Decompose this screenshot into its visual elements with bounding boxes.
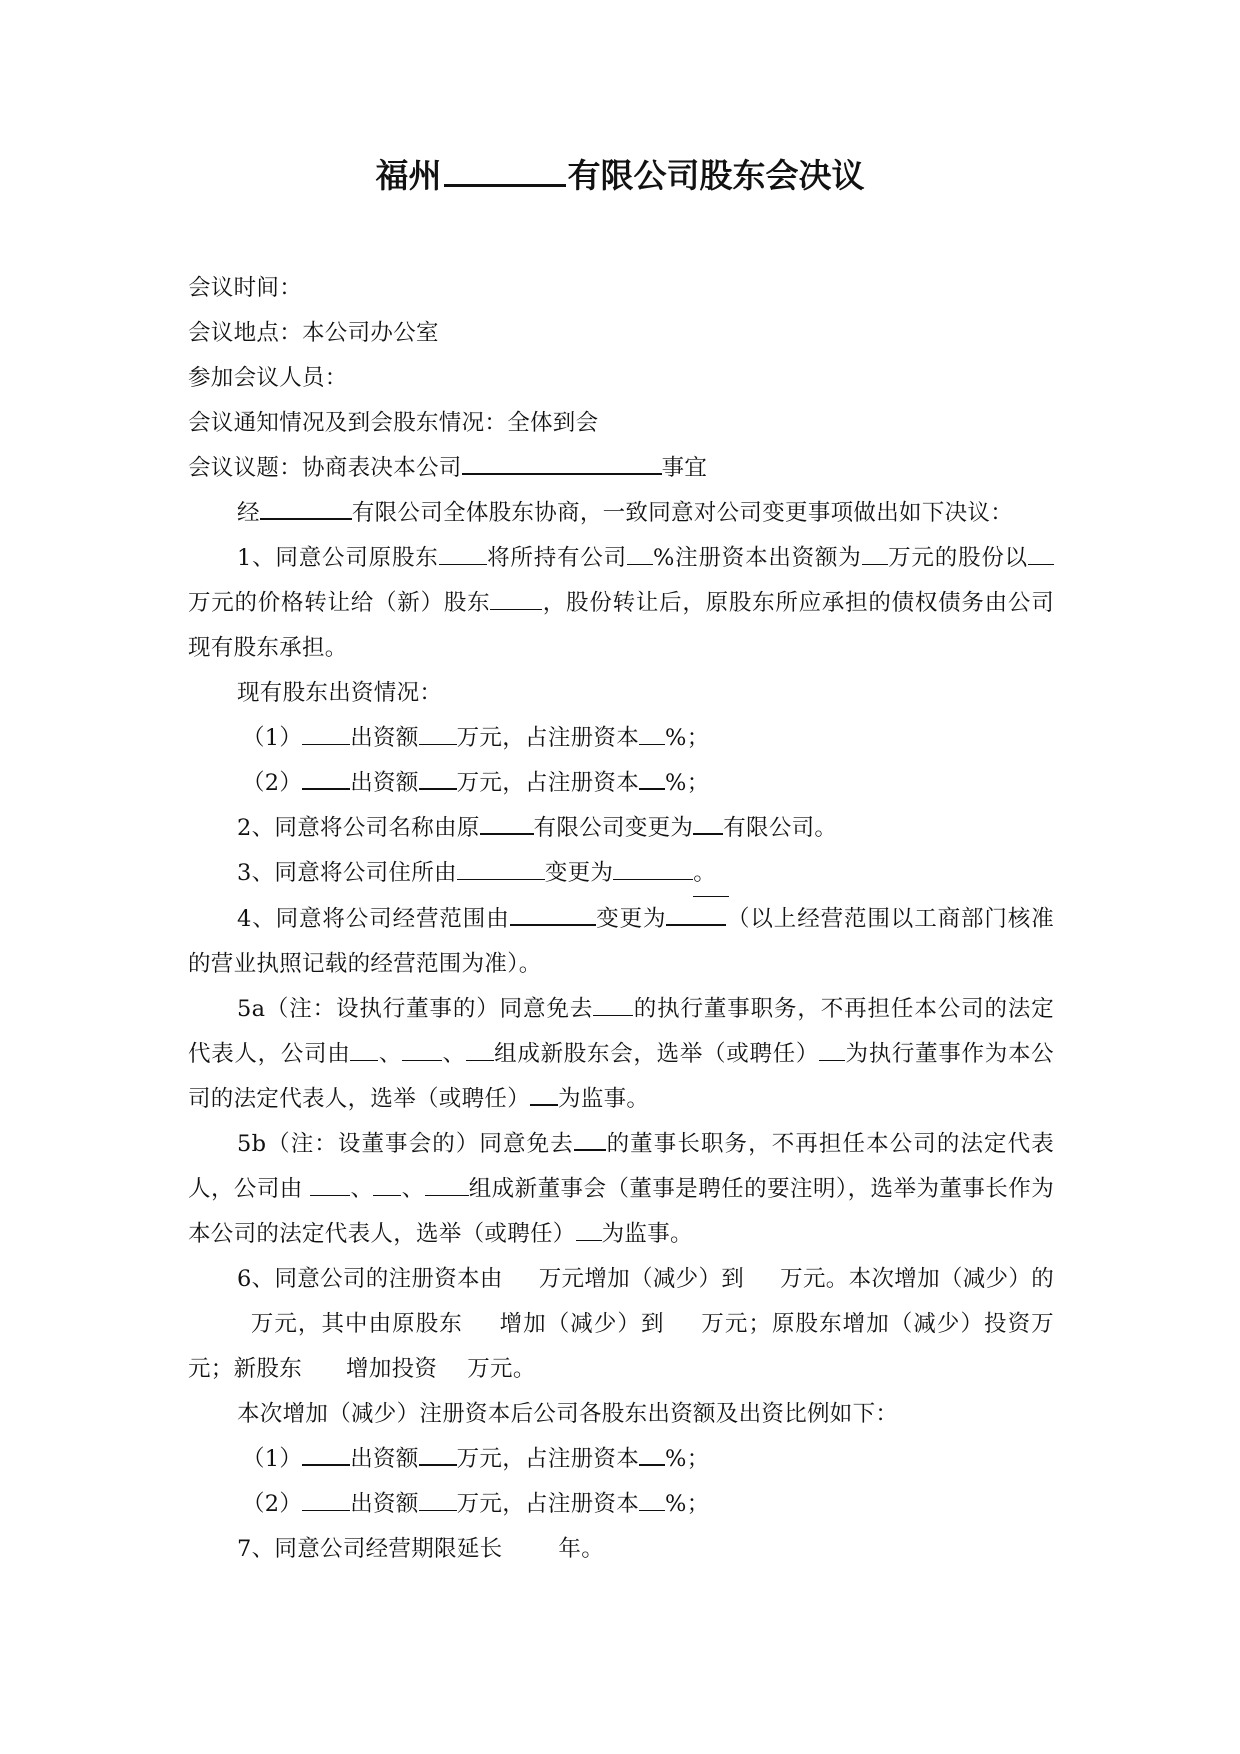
item-6 (188, 1257, 1054, 1392)
intro-b: 有限公司全体股东协商，一致同意对公司变更事项做出如下决议： (351, 500, 1014, 526)
intro-blank (260, 494, 352, 520)
topic-prefix: 会议议题：协商表决本公司 (188, 455, 462, 481)
item5b-blank-3 (373, 1171, 401, 1196)
item1-blank-2 (627, 540, 653, 565)
item1-blank-1 (439, 540, 487, 565)
holder-2-amount-blank (419, 764, 457, 790)
topic-blank (462, 449, 662, 475)
new-holder-1-label: （1） (242, 1446, 303, 1472)
meeting-topic (188, 446, 1054, 491)
item5b-a: 5b（注：设董事会的）同意免去 (237, 1131, 574, 1157)
item5a-blank-3 (402, 1036, 442, 1061)
company-name-blank (444, 148, 566, 187)
item5a-blank-1 (593, 991, 633, 1016)
item-1 (188, 536, 1054, 671)
item4-blank-2 (666, 900, 726, 926)
item3-blank-2 (613, 855, 693, 880)
item1-e: 万元的价格转让给（新）股东 (188, 590, 491, 616)
new-holder-2-label: （2） (242, 1491, 303, 1517)
item1-a: 1、同意公司原股东 (237, 545, 439, 571)
new-holder-1-wan: 万元，占注册资本 (456, 1446, 640, 1472)
item4-a: 4、同意将公司经营范围由 (237, 906, 510, 932)
item6-c: 万元。本次增加（减少）的 (780, 1266, 1054, 1292)
holder-2-name-blank (302, 764, 350, 790)
holder-1-wan: 万元，占注册资本 (456, 725, 640, 751)
meeting-place: 会议地点：本公司办公室 (188, 320, 439, 346)
document-title (0, 148, 1240, 200)
holder-2-pct-blank (639, 764, 665, 790)
new-holder-2-wan: 万元，占注册资本 (456, 1491, 640, 1517)
item5b-b: 的董事长职务，不再担任本公司的法定代表人，公司由 (188, 1131, 1055, 1202)
new-holder-1-pct: %； (665, 1446, 710, 1472)
holder-1-amount-blank (419, 720, 457, 745)
title-prefix: 福州 (375, 156, 442, 195)
item5b-blank-5 (576, 1216, 602, 1241)
item3-c: 。 (693, 851, 729, 897)
meeting-attendees: 参加会议人员： (188, 365, 348, 391)
new-holder-1-contrib: 出资额 (350, 1446, 419, 1472)
item5a-b: 的执行董事职务，不再担任本公司的法定代表人，公司由 (188, 996, 1055, 1067)
item5a-blank-2 (350, 1036, 378, 1061)
item5a-c: 组成新股东会，选举（或聘任） (493, 1041, 820, 1067)
item7-a: 7、同意公司经营期限延长 (237, 1536, 503, 1562)
holder-line-1 (188, 716, 1054, 761)
new-holder-2-contrib: 出资额 (350, 1491, 419, 1517)
item1-b: 将所持有公司 (486, 545, 627, 571)
item5a-blank-4 (466, 1036, 494, 1061)
item5b-blank-1 (574, 1125, 606, 1151)
item5a-sep1: 、 (378, 1041, 403, 1067)
item1-f: ，股份转让后，原股东所应承担的债权债务由公司现有股东承担。 (188, 590, 1054, 661)
item1-blank-4 (1028, 540, 1054, 565)
new-holder-1-amount-blank (419, 1440, 457, 1466)
item-2 (188, 806, 1054, 851)
new-holder-line-2 (188, 1482, 1054, 1527)
item5b-d: 为监事。 (601, 1221, 693, 1247)
holder-line-2 (188, 761, 1054, 806)
item2-blank-1 (480, 809, 534, 835)
holder-2-pct: %； (665, 770, 710, 796)
item5b-sep2: 、 (401, 1176, 425, 1202)
holder-1-contrib: 出资额 (350, 725, 419, 751)
holder-1-label: （1） (242, 725, 303, 751)
new-holder-2-name-blank (302, 1486, 350, 1511)
item6-f: 万元；原股东增加（减少）投资万元；新股东 (188, 1311, 1054, 1382)
resolution-intro (188, 491, 1054, 536)
item6-g: 增加投资 (346, 1356, 438, 1382)
title-suffix: 有限公司股东会决议 (567, 156, 865, 195)
topic-suffix: 事宜 (661, 455, 708, 481)
item7-b: 年。 (558, 1536, 605, 1562)
item5a-a: 5a（注：设执行董事的）同意免去 (237, 996, 594, 1022)
meeting-notice: 会议通知情况及到会股东情况：全体到会 (188, 410, 599, 436)
item2-c: 有限公司。 (723, 815, 838, 841)
item1-d: 万元的股份以 (887, 545, 1028, 571)
meeting-time: 会议时间： (188, 275, 303, 301)
item5a-d: 为执行董事作为本公司的法定代表人，选举（或聘任） (188, 1041, 1054, 1112)
item2-a: 2、同意将公司名称由原 (237, 815, 480, 841)
item5a-blank-5 (819, 1036, 845, 1061)
item5a-blank-6 (530, 1080, 558, 1106)
item3-b: 变更为 (544, 860, 614, 886)
item-7 (188, 1527, 1054, 1572)
item5b-blank-2 (310, 1171, 350, 1196)
item4-blank-1 (510, 900, 596, 926)
item6-b: 万元增加（减少）到 (538, 1266, 745, 1292)
item5b-blank-4 (425, 1171, 469, 1196)
holder-2-label: （2） (242, 770, 303, 796)
holder-2-wan: 万元，占注册资本 (456, 770, 640, 796)
item1-c: %注册资本出资额为 (652, 545, 862, 571)
item4-c: （以上经营范围以工商部门核准的营业执照记载的经营范围为准）。 (188, 906, 1054, 977)
current-holders-heading: 现有股东出资情况： (237, 680, 443, 706)
new-holder-2-pct: %； (665, 1491, 710, 1517)
item5b-sep1: 、 (350, 1176, 374, 1202)
item6-d: 万元，其中由原股东 (250, 1311, 463, 1337)
new-holder-2-amount-blank (419, 1486, 457, 1511)
intro-a: 经 (237, 500, 260, 526)
item2-b: 有限公司变更为 (533, 815, 694, 841)
item6-a: 6、同意公司的注册资本由 (237, 1266, 503, 1292)
new-holder-1-name-blank (302, 1440, 350, 1466)
item5a-e: 为监事。 (558, 1086, 650, 1112)
item-3 (188, 851, 1054, 897)
new-holder-1-pct-blank (639, 1440, 665, 1466)
item5b-c: 组成新董事会（董事是聘任的要注明），选举为董事长作为本公司的法定代表人，选举（或聘任） (188, 1176, 1054, 1247)
item3-blank-1 (457, 855, 545, 880)
item3-a: 3、同意将公司住所由 (237, 860, 457, 886)
holder-1-name-blank (302, 720, 350, 745)
new-holder-line-1 (188, 1437, 1054, 1482)
item2-blank-2 (693, 809, 723, 835)
item1-blank-3 (862, 540, 888, 565)
item1-blank-5 (490, 585, 542, 610)
item4-b: 变更为 (595, 906, 667, 932)
holder-1-pct: %； (665, 725, 710, 751)
item-4 (188, 897, 1054, 987)
document-body (188, 266, 1054, 1572)
item6-h: 万元。 (467, 1356, 536, 1382)
item6-e: 增加（减少）到 (498, 1311, 665, 1337)
item-5b (188, 1122, 1054, 1257)
after-change-heading: 本次增加（减少）注册资本后公司各股东出资额及出资比例如下： (237, 1401, 899, 1427)
item5a-sep2: 、 (442, 1041, 466, 1067)
new-holder-2-pct-blank (639, 1486, 665, 1511)
holder-1-pct-blank (639, 720, 665, 745)
holder-2-contrib: 出资额 (350, 770, 419, 796)
item-5a (188, 987, 1054, 1122)
